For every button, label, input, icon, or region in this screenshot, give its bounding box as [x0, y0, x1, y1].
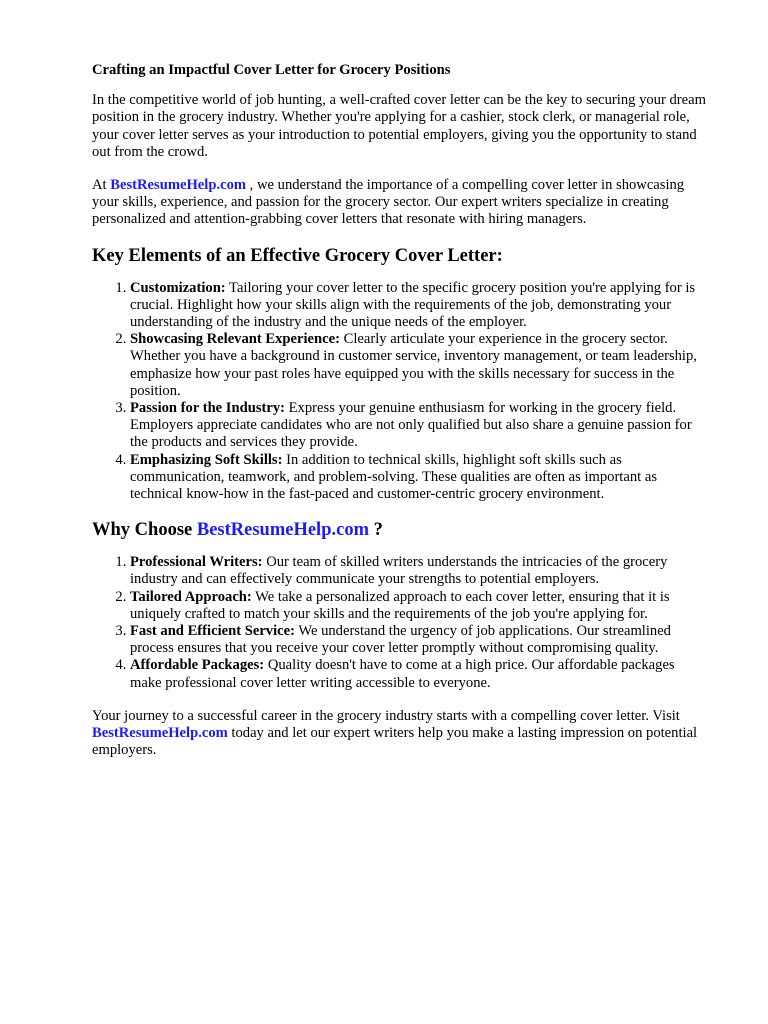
list-item	[130, 331, 708, 400]
list-item-term: Professional Writers:	[130, 554, 263, 571]
list-item	[130, 554, 708, 588]
list-item-term: Customization:	[130, 279, 226, 296]
list-item-term: Fast and Efficient Service:	[130, 623, 295, 640]
list-item-text: Express your genuine enthusiasm for working in the grocery field. Employers appreciate candidates who are not only qualified but also share a genuine passion for the products and services they provide.	[130, 400, 692, 451]
bestresumehelp-link[interactable]: BestResumeHelp.com	[110, 177, 247, 194]
why-choose-list	[92, 554, 708, 692]
list-item-text: In addition to technical skills, highlight soft skills such as communication, teamwork, and problem-solving. These qualities are often as important as technical know-how in the fast-paced and customer-centric grocery environment.	[130, 451, 657, 503]
list-item	[130, 400, 708, 452]
list-item	[130, 280, 708, 332]
why-choose-heading	[92, 519, 708, 541]
about-prefix: At	[92, 177, 111, 194]
closing-paragraph	[92, 708, 708, 760]
list-item-text: Clearly articulate your experience in the grocery sector. Whether you have a background in customer service, inventory management, or team leadership, emphasize how your past roles have equipped you with the skills necessary for success in the position.	[130, 331, 697, 399]
key-elements-list	[92, 280, 708, 504]
key-elements-heading: Key Elements of an Effective Grocery Cover Letter:	[92, 245, 503, 266]
about-suffix: , we understand the importance of a compelling cover letter in showcasing your skills, experience, and passion for the grocery sector. Our expert writers specialize in creating personalized and attention-grabbing cover letters that resonate with hiring managers.	[92, 177, 685, 228]
list-item-term: Tailored Approach:	[130, 588, 252, 605]
intro-paragraph: In the competitive world of job hunting, a well-crafted cover letter can be the key to securing your dream position in the grocery industry. Whether you're applying for a cashier, stock clerk, or managerial role, your cover letter serves as your introduction to potential employers, giving you the opportunity to stand out from the crowd.	[92, 92, 706, 160]
list-item-text: We understand the urgency of job applications. Our streamlined process ensures that you receive your cover letter promptly without compromising quality.	[130, 623, 671, 657]
why-choose-suffix: ?	[368, 520, 383, 541]
list-item	[130, 452, 708, 504]
list-item	[130, 657, 708, 691]
list-item	[130, 589, 708, 623]
list-item	[130, 623, 708, 657]
document-title: Crafting an Impactful Cover Letter for Grocery Positions	[92, 62, 451, 78]
list-item-term: Showcasing Relevant Experience:	[130, 331, 340, 348]
list-item-text: Our team of skilled writers understands the intricacies of the grocery industry and can effectively communicate your strengths to potential employers.	[130, 554, 668, 588]
closing-suffix: today and let our expert writers help you make a lasting impression on potential employers.	[92, 725, 698, 759]
why-choose-prefix: Why Choose	[92, 520, 197, 541]
about-paragraph	[92, 177, 708, 229]
list-item-text: We take a personalized approach to each cover letter, ensuring that it is uniquely crafted to match your skills and the requirements of the job you're applying for.	[130, 588, 670, 622]
list-item-text: Tailoring your cover letter to the specific grocery position you're applying for is crucial. Highlight how your skills align with the requirements of the job, demonstrating your understanding of the industry and the unique needs of the employer.	[130, 279, 696, 331]
bestresumehelp-heading-link[interactable]: BestResumeHelp.com	[196, 520, 369, 541]
list-item-text: Quality doesn't have to come at a high price. Our affordable packages make professional cover letter writing accessible to everyone.	[130, 657, 675, 691]
list-item-term: Affordable Packages:	[130, 657, 265, 674]
bestresumehelp-closing-link[interactable]: BestResumeHelp.com	[92, 725, 228, 742]
closing-prefix: Your journey to a successful career in the grocery industry starts with a compelling cover letter. Visit	[92, 707, 680, 724]
list-item-term: Emphasizing Soft Skills:	[130, 451, 283, 468]
list-item-term: Passion for the Industry:	[130, 400, 286, 417]
